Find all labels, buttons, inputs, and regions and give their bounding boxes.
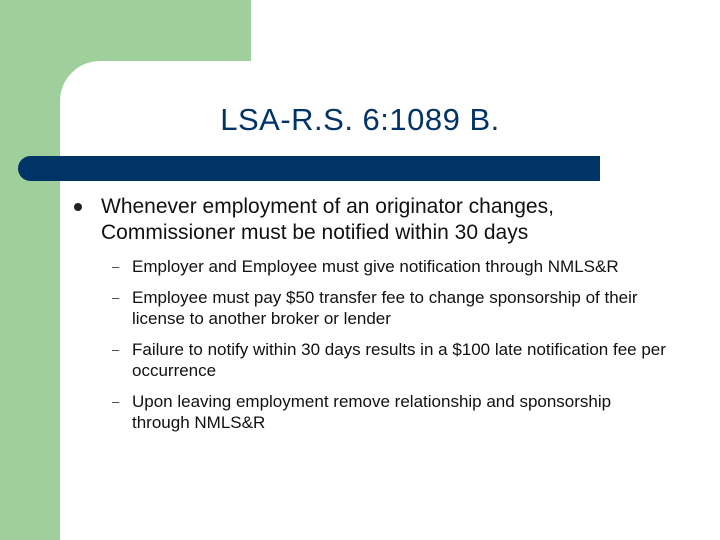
slide-title: LSA-R.S. 6:1089 B. [220,102,500,137]
dash-icon: – [112,289,120,305]
sub-bullet-list [112,256,672,443]
sub-bullet-text: Employee must pay $50 transfer fee to change sponsorship of their license to another broker or lender [132,287,638,328]
sub-bullet-item [112,287,672,330]
bullet-dot-icon [74,203,82,211]
sub-bullet-item [112,391,672,434]
sub-bullet-item [112,256,672,278]
main-bullet-text: Whenever employment of an originator changes, Commissioner must be notified within 30 days [101,195,554,244]
title-underline-bar [18,156,600,181]
dash-icon: – [112,393,120,409]
sub-bullet-text: Upon leaving employment remove relationship and sponsorship through NMLS&R [132,391,612,432]
sub-bullet-text: Employer and Employee must give notification through NMLS&R [132,257,619,276]
dash-icon: – [112,259,120,274]
main-bullet [74,194,634,246]
sub-bullet-text: Failure to notify within 30 days results in a $100 late notification fee per occurrence [132,339,666,380]
dash-icon: – [112,341,120,357]
sub-bullet-item [112,339,672,382]
